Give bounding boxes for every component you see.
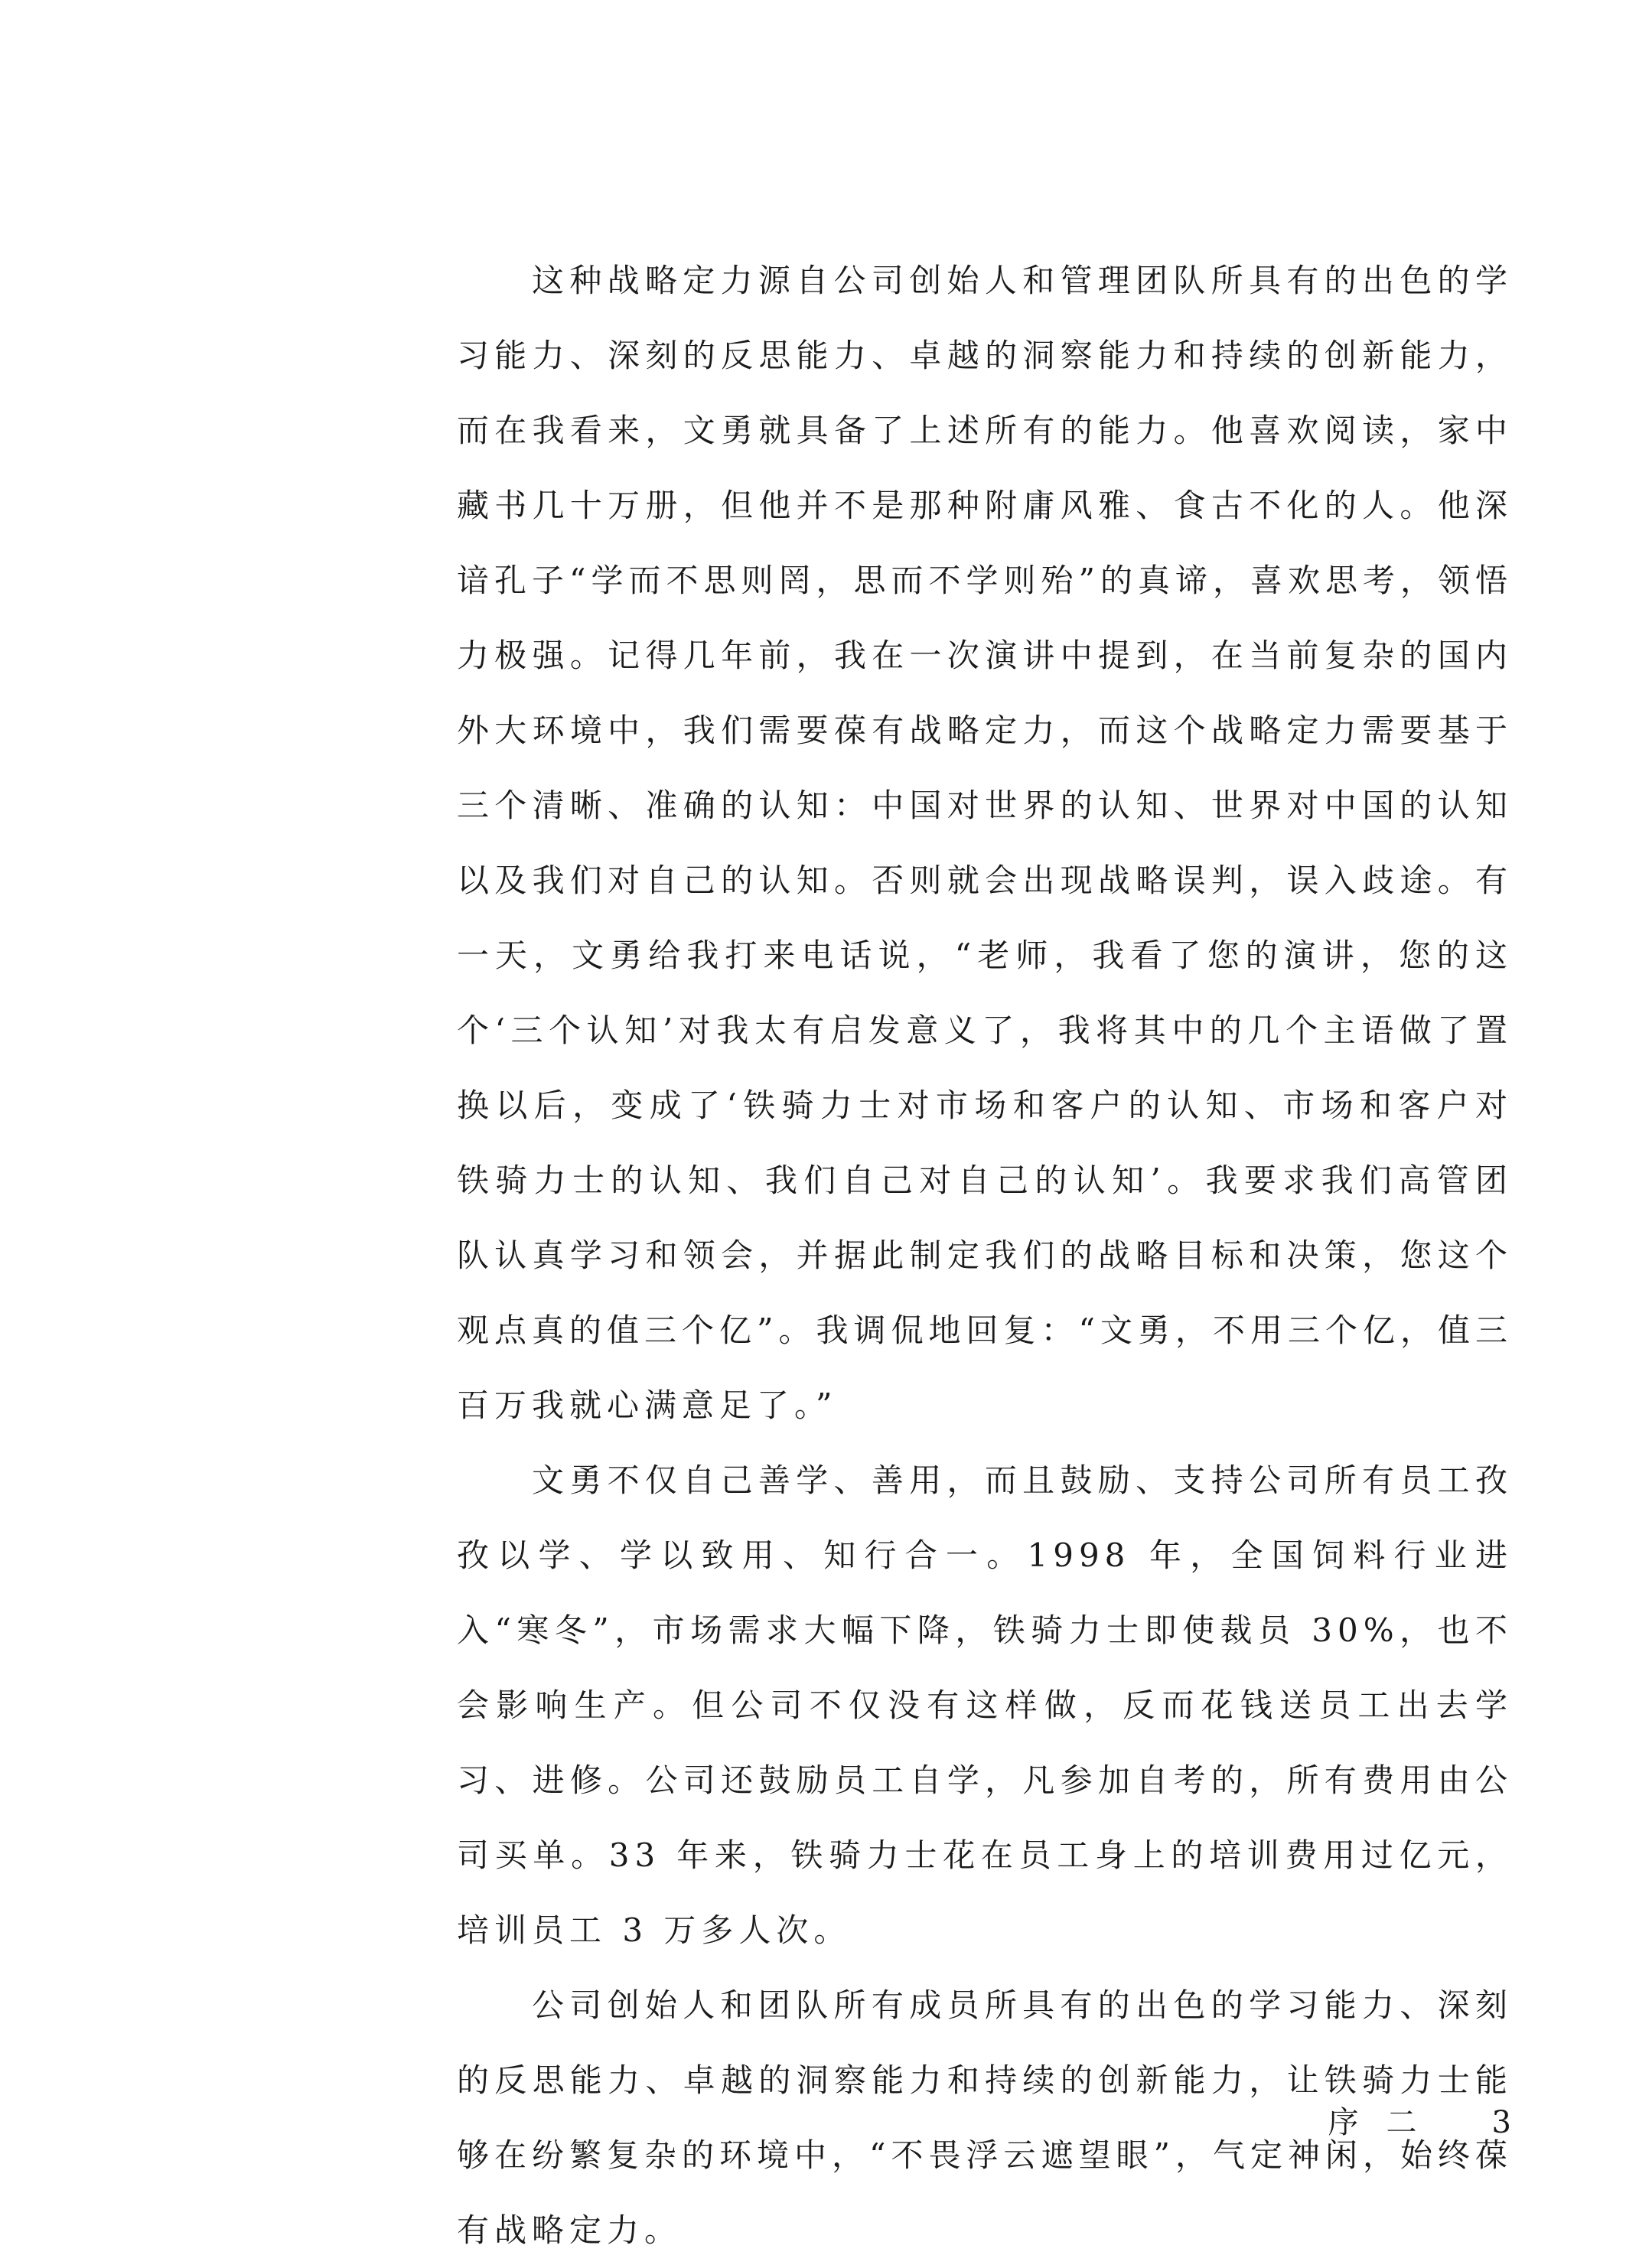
paragraph-2: 文勇不仅自己善学、善用，而且鼓励、支持公司所有员工孜孜以学、学以致用、知行合一。1998 年，全国饲料行业进入“寒冬”，市场需求大幅下降，铁骑力士即使裁员 30%，也不会影响生产。但公司不仅没有这样做，反而花钱送员工出去学习、进修。公司还鼓励员工自学，凡参加自考的，所有费用由公司买单。33 年来，铁骑力士花在员工身上的培训费用过亿元，培训员工 3 万多人次。	[457, 1461, 1513, 1949]
section-title: 序二	[1328, 2105, 1445, 2140]
page-number: 3	[1491, 2105, 1511, 2140]
paragraph-3: 公司创始人和团队所有成员所具有的出色的学习能力、深刻的反思能力、卓越的洞察能力和持续的创新能力，让铁骑力士能够在纷繁复杂的环境中，“不畏浮云遮望眼”，气定神闲，始终葆有战略定力。	[457, 1986, 1513, 2249]
page-footer	[1328, 2098, 1511, 2142]
body-text	[457, 243, 1513, 2268]
paragraph-1: 这种战略定力源自公司创始人和管理团队所具有的出色的学习能力、深刻的反思能力、卓越的洞察能力和持续的创新能力，而在我看来，文勇就具备了上述所有的能力。他喜欢阅读，家中藏书几十万册，但他并不是那种附庸风雅、食古不化的人。他深谙孔子“学而不思则罔，思而不学则殆”的真谛，喜欢思考，领悟力极强。记得几年前，我在一次演讲中提到，在当前复杂的国内外大环境中，我们需要葆有战略定力，而这个战略定力需要基于三个清晰、准确的认知：中国对世界的认知、世界对中国的认知以及我们对自己的认知。否则就会出现战略误判，误入歧途。有一天，文勇给我打来电话说，“老师，我看了您的演讲，您的这个‘三个认知’对我太有启发意义了，我将其中的几个主语做了置换以后，变成了‘铁骑力士对市场和客户的认知、市场和客户对铁骑力士的认知、我们自己对自己的认知’。我要求我们高管团队认真学习和领会，并据此制定我们的战略目标和决策，您这个观点真的值三个亿”。我调侃地回复：“文勇，不用三个亿，值三百万我就心满意足了。”	[457, 262, 1513, 1424]
